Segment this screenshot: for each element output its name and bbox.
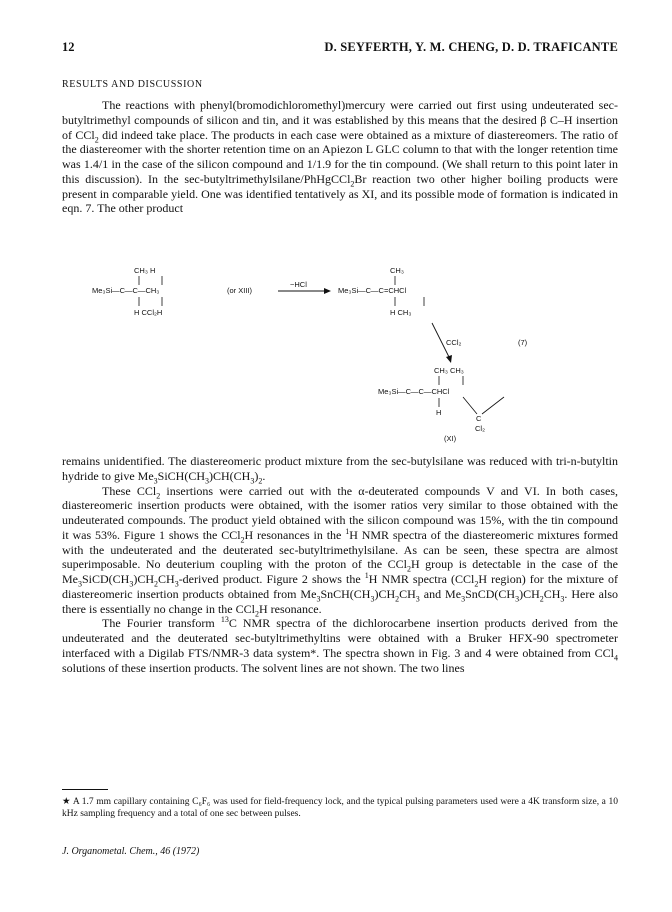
scheme-right-main: Me₃Si—C—C=CHCl <box>338 286 407 295</box>
scheme-product-top: CH₃ CH₃ <box>434 366 464 375</box>
scheme-left-main: Me₃Si—C—C—CH₃ <box>92 286 160 295</box>
scheme-reagent: CCl₂ <box>446 338 462 347</box>
journal-citation: J. Organometal. Chem., 46 (1972) <box>62 846 200 857</box>
section-title: RESULTS AND DISCUSSION <box>62 79 203 90</box>
scheme-left-bottom: H CCl₂H <box>134 308 163 317</box>
scheme-product-h: H <box>436 408 442 417</box>
reaction-scheme-eqn-7 <box>72 263 572 445</box>
scheme-product-label: (XI) <box>444 434 457 443</box>
scheme-left-top: CH₃ H <box>134 266 156 275</box>
paragraph-2: remains unidentified. The diastereomeric product mixture from the sec-butylsilane was reduced with tri-n-butyltin hydride to give $Me_3SiCH(CH_3)CH(CH_3)_2$. These CCl$_2$ insertions were carried out with the α-deuterated compounds V and VI. In both cases, diastereomeric insertion products were obtained, with the isomer ratios very similar to those obtained with the undeuterated compounds. The product yield obtained with the silicon compound was 15%, with the tin compound it was 53%. Figure 1 shows the CCl$_2$H resonances in the $^1$H NMR spectra of the diastereomeric mixtures formed with the undeuterated and the deuterated sec-butyltrimethylsilane. As can be seen, these spectra are almost superimposable. No deuterium coupling with the proton of the CCl$_2$H group is detectable in the case of the $Me_3SiCD(CH_3)CH_2CH_3$-derived product. Figure 2 shows the $^1$H NMR spectra (CCl$_2$H region) for the mixture of diastereomeric insertion products obtained from $Me_3SnCH(CH_3)CH_2CH_3$ and $Me_3SnCD(CH_3)CH_2CH_3$. Here also there is essentially no change in the CCl$_2$H resonance. The Fourier transform $^{13}$C NMR spectra of the dichlorocarbene insertion products derived from the undeuterated and the deuterated sec-butyltrimethyltins were obtained with a Bruker HFX-90 spectrometer interfaced with a Digilab FTS/NMR-3 data system*. The spectra shown in Fig. 3 and 4 were obtained from CCl$_4$ solutions of these insertion products. The solvent lines are not shown. The two lines <box>62 454 619 675</box>
scheme-product-cl2: Cl₂ <box>475 424 485 433</box>
paragraph-1: The reactions with phenyl(bromodichloromethyl)mercury were carried out first using undeuterated sec-butyltrimethyl compounds of silicon and tin, and it was established by this means that the desired β C–H insertion of CCl$_2$ did indeed take place. The products in each case were obtained as a mixture of diastereomers. The ratio of the diastereomer with the shorter retention time on an Apiezon L GLC column to that with the longer retention time was 1.4/1 in the case of the silicon compound and 1/1.9 for the tin compound. (We shall return to this point later in this discussion). In the sec-butyltrimethylsilane/PhHgCCl$_2$Br reaction two other higher boiling products were present in comparable yield. One was identified tentatively as XI, and its possible mode of formation is indicated in eqn. 7. The other product <box>62 98 619 216</box>
scheme-eqn-number: (7) <box>518 338 528 347</box>
footnote-rule <box>62 789 108 790</box>
scheme-right-bottom: H CH₃ <box>390 308 412 317</box>
scheme-product-c: C <box>476 414 482 423</box>
scheme-arrow-label: −HCl <box>290 280 307 289</box>
footnote: ★ A 1.7 mm capillary containing C₆F₆ was used for field-frequency lock, and the typical pulsing parameters used were a 4K transform size, a 10 kHz sampling frequency and a total of one sec between pulses. <box>62 797 618 819</box>
page-number: 12 <box>62 40 75 54</box>
scheme-product-main: Me₃Si—C—C—CHCl <box>378 387 450 396</box>
scheme-alt-label: (or XIII) <box>227 286 253 295</box>
running-authors: D. SEYFERTH, Y. M. CHENG, D. D. TRAFICANTE <box>324 40 618 54</box>
scheme-right-top: CH₃ <box>390 266 404 275</box>
